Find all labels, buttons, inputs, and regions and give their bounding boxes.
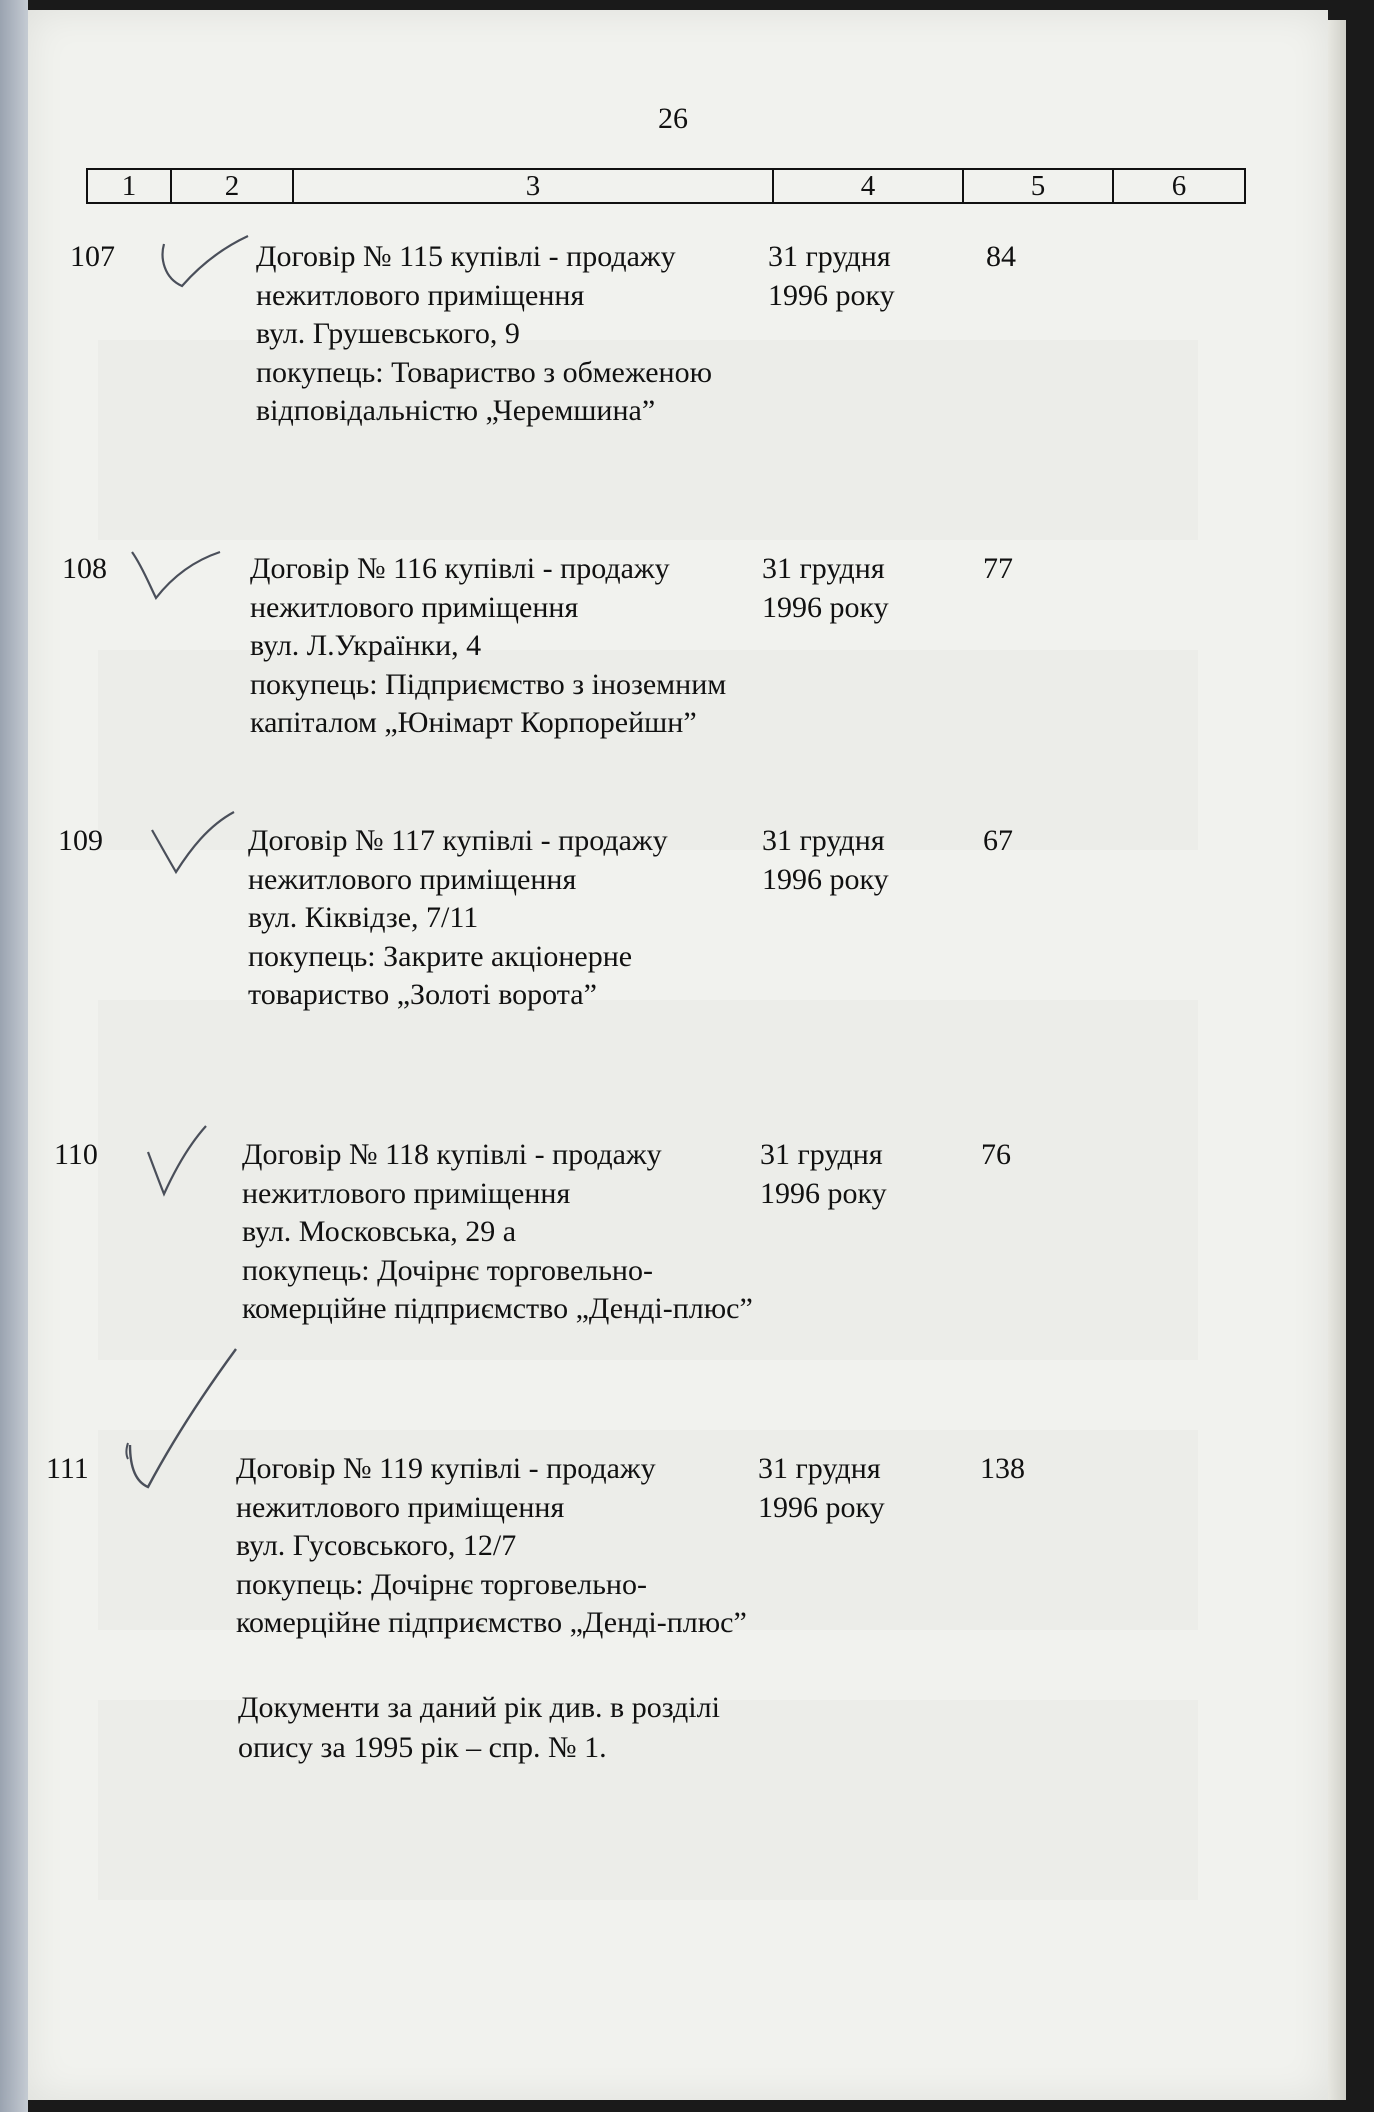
desc-line: нежитлового приміщення [256, 278, 585, 312]
note-line: опису за 1995 рік – спр. № 1. [238, 1731, 607, 1764]
entry-page-count: 138 [980, 1452, 1025, 1485]
desc-line: нежитлового приміщення [236, 1490, 565, 1524]
desc-line: вул. Московська, 29 а [242, 1215, 517, 1248]
desc-line: комерційне підприємство „Денді-плюс” [242, 1292, 753, 1325]
checkmark-icon [136, 1122, 226, 1202]
date-line: 1996 року [760, 1176, 887, 1210]
entry-number: 111 [46, 1452, 89, 1485]
entry-description [250, 550, 726, 743]
desc-line: капіталом „Юнімарт Корпорейшн” [250, 706, 697, 739]
entry-description [256, 238, 712, 431]
header-col-3: 3 [294, 170, 774, 202]
entry-date [758, 1450, 885, 1527]
entry-date [762, 822, 889, 899]
entry-page-count: 77 [983, 552, 1013, 585]
desc-line: вул. Кіквідзе, 7/11 [248, 901, 479, 934]
date-line: 31 грудня [768, 240, 891, 273]
desc-line: нежитлового приміщення [242, 1176, 571, 1210]
entry-page-count: 76 [981, 1138, 1011, 1171]
entry-description [248, 822, 668, 1015]
checkmark-icon [156, 228, 256, 298]
date-line: 1996 року [762, 862, 889, 896]
date-line: 1996 року [758, 1490, 885, 1524]
header-col-2: 2 [172, 170, 294, 202]
checkmark-icon [126, 538, 226, 608]
entry-description [236, 1450, 747, 1643]
desc-line: нежитлового приміщення [248, 862, 577, 896]
checkmark-icon [148, 808, 248, 880]
date-line: 31 грудня [758, 1452, 881, 1485]
desc-line: вул. Л.Українки, 4 [250, 629, 482, 662]
header-col-6: 6 [1171, 169, 1187, 202]
desc-line: товариство „Золоті ворота” [248, 978, 597, 1011]
desc-line: покупець: Закрите акціонерне [248, 939, 633, 973]
date-line: 1996 року [768, 278, 895, 312]
reference-note [238, 1688, 720, 1768]
page-number: 26 [658, 102, 688, 135]
desc-line: Договір № 116 купівлі - продажу [250, 552, 670, 585]
entry-number: 110 [54, 1138, 98, 1171]
date-line: 1996 року [762, 590, 889, 624]
entry-number: 107 [70, 240, 115, 273]
desc-line: вул. Гусовського, 12/7 [236, 1529, 517, 1562]
desc-line: покупець: Підприємство з іноземним [250, 667, 727, 701]
entry-date [760, 1136, 887, 1213]
entry-date [762, 550, 889, 627]
date-line: 31 грудня [762, 552, 885, 585]
desc-line: Договір № 117 купівлі - продажу [248, 824, 668, 857]
header-col-4: 4 [774, 170, 964, 202]
desc-line: комерційне підприємство „Денді-плюс” [236, 1606, 747, 1639]
document-page [28, 10, 1328, 2100]
desc-line: відповідальністю „Черемшина” [256, 394, 656, 427]
desc-line: нежитлового приміщення [250, 590, 579, 624]
desc-line: Договір № 118 купівлі - продажу [242, 1138, 662, 1171]
entry-number: 108 [62, 552, 107, 585]
entry-date [768, 238, 895, 315]
checkmark-icon [120, 1345, 250, 1495]
desc-line: вул. Грушевського, 9 [256, 317, 520, 350]
desc-line: покупець: Товариство з обмеженою [256, 355, 712, 389]
header-col-1: 1 [88, 170, 172, 202]
entry-page-count: 67 [983, 824, 1013, 857]
date-line: 31 грудня [762, 824, 885, 857]
binding-edge [0, 0, 28, 2112]
header-col-5: 5 [964, 170, 1114, 202]
entry-page-count: 84 [986, 240, 1016, 273]
desc-line: покупець: Дочірнє торговельно- [242, 1253, 653, 1287]
desc-line: Договір № 119 купівлі - продажу [236, 1452, 656, 1485]
entry-description [242, 1136, 753, 1329]
desc-line: покупець: Дочірнє торговельно- [236, 1567, 647, 1601]
entry-number: 109 [58, 824, 103, 857]
desc-line: Договір № 115 купівлі - продажу [256, 240, 676, 273]
note-line: Документи за даний рік див. в розділі [238, 1691, 720, 1724]
date-line: 31 грудня [760, 1138, 883, 1171]
column-header-table [86, 168, 1246, 204]
